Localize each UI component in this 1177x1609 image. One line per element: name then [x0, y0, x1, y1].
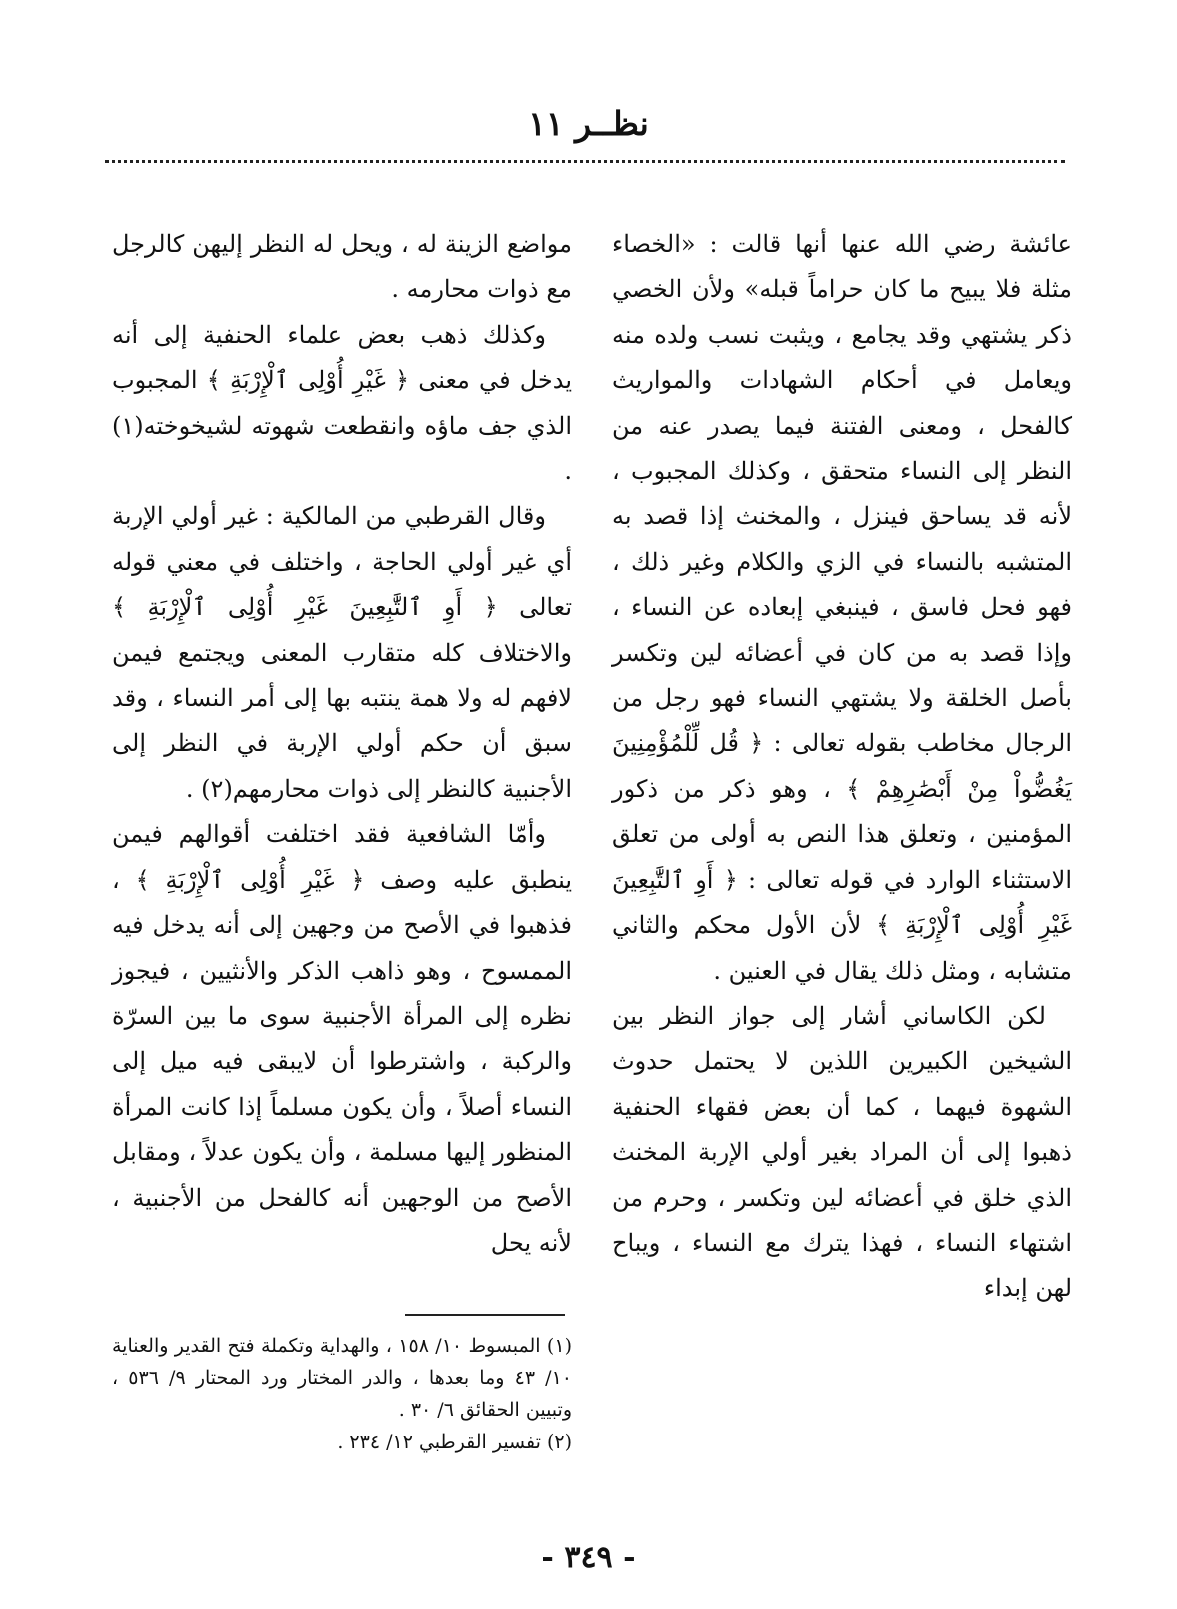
footnote-separator — [405, 1314, 565, 1316]
paragraph: وكذلك ذهب بعض علماء الحنفية إلى أنه يدخل في معنى ﴿ غَيْرِ أُوْلِى ٱلْإِرْبَةِ ﴾ المجبوب الذي جف ماؤه وانقطعت شهوته لشيخوخته(١) . — [112, 320, 572, 486]
page-number: - ٣٤٩ - — [541, 1540, 636, 1575]
paragraph: وقال القرطبي من المالكية : غير أولي الإربة أي غير أولي الحاجة ، واختلف في معني قوله تعالى ﴿ أَوِ ٱلتَّٰبِعِينَ غَيْرِ أُوْلِى ٱلْإِرْبَةِ ﴾ والاختلاف كله متقارب المعنى ويجتمع فيمن لافهم له ولا همة ينتبه بها إلى أمر النساء ، وقد سبق أن حكم أولي الإربة في النظر إلى الأجنبية كالنظر إلى ذوات محارمهم(٢) . — [112, 502, 572, 803]
paragraph: عائشة رضي الله عنها أنها قالت : «الخصاء مثلة فلا يبيح ما كان حراماً قبله» ولأن الخصي ذكر يشتهي وقد يجامع ، ويثبت نسب ولده منه ويعامل في أحكام الشهادات والمواريث كالفحل ، ومعنى الفتنة فيما يصدر عنه من النظر إلى النساء متحقق ، وكذلك المجبوب ، لأنه قد يساحق فينزل ، والمخنث إذا قصد به المتشبه بالنساء في الزي والكلام وغير ذلك ، فهو فحل فاسق ، فينبغي إبعاده عن النساء ، وإذا قصد به من كان في أعضائه لين وتكسر بأصل الخلقة ولا يشتهي النساء فهو رجل من الرجال مخاطب بقوله تعالى : ﴿ قُل لِّلْمُؤْمِنِينَ يَغُضُّواْ مِنْ أَبْصَٰرِهِمْ ﴾ ، وهو ذكر من ذكور المؤمنين ، وتعلق هذا النص به أولى من تعلق الاستثناء الوارد في قوله تعالى : ﴿ أَوِ ٱلتَّٰبِعِينَ غَيْرِ أُوْلِى ٱلْإِرْبَةِ ﴾ لأن الأول محكم والثاني متشابه ، ومثل ذلك يقال في العنين . — [612, 230, 1073, 985]
footnote-1: (١) المبسوط ١٠/ ١٥٨ ، والهداية وتكملة فتح القدير والعناية ١٠/ ٤٣ وما بعدها ، والدر المختار ورد المحتار ٩/ ٥٣٦ ، وتبيين الحقائق ٦/ ٣٠ . — [112, 1335, 573, 1421]
paragraph: لكن الكاساني أشار إلى جواز النظر بين الشيخين الكبيرين اللذين لا يحتمل حدوث الشهوة فيهما ، كما أن بعض فقهاء الحنفية ذهبوا إلى أن المراد بغير أولي الإربة المخنث الذي خلق في أعضائه لين وتكسر ، وحرم من اشتهاء النساء ، فهذا يترك مع النساء ، ويباح لهن إبداء — [612, 1001, 1072, 1303]
header-dotted-rule — [105, 160, 1065, 163]
paragraph: مواضع الزينة له ، ويحل له النظر إليهن كالرجل مع ذوات محارمه . — [112, 230, 572, 304]
paragraph: وأمّا الشافعية فقد اختلفت أقوالهم فيمن ينطبق عليه وصف ﴿ غَيْرِ أُوْلِى ٱلْإِرْبَةِ ﴾ ، فذهبوا في الأصح من وجهين إلى أنه يدخل فيه الممسوح ، وهو ذاهب الذكر والأنثيين ، فيجوز نظره إلى المرأة الأجنبية سوى ما بين السرّة والركبة ، واشترطوا أن لايبقى فيه ميل إلى النساء أصلاً ، وأن يكون مسلماً إذا كانت المرأة المنظور إليها مسلمة ، وأن يكون عدلاً ، ومقابل الأصح من الوجهين أنه كالفحل من الأجنبية ، لأنه يحل — [112, 820, 572, 1257]
right-text-column — [612, 222, 1072, 1312]
page-header-title: نظــر ١١ — [528, 104, 649, 143]
footnote-2: (٢) تفسير القرطبي ١٢/ ٢٣٤ . — [337, 1431, 572, 1453]
left-text-column — [112, 222, 572, 1266]
footnotes — [112, 1330, 572, 1458]
